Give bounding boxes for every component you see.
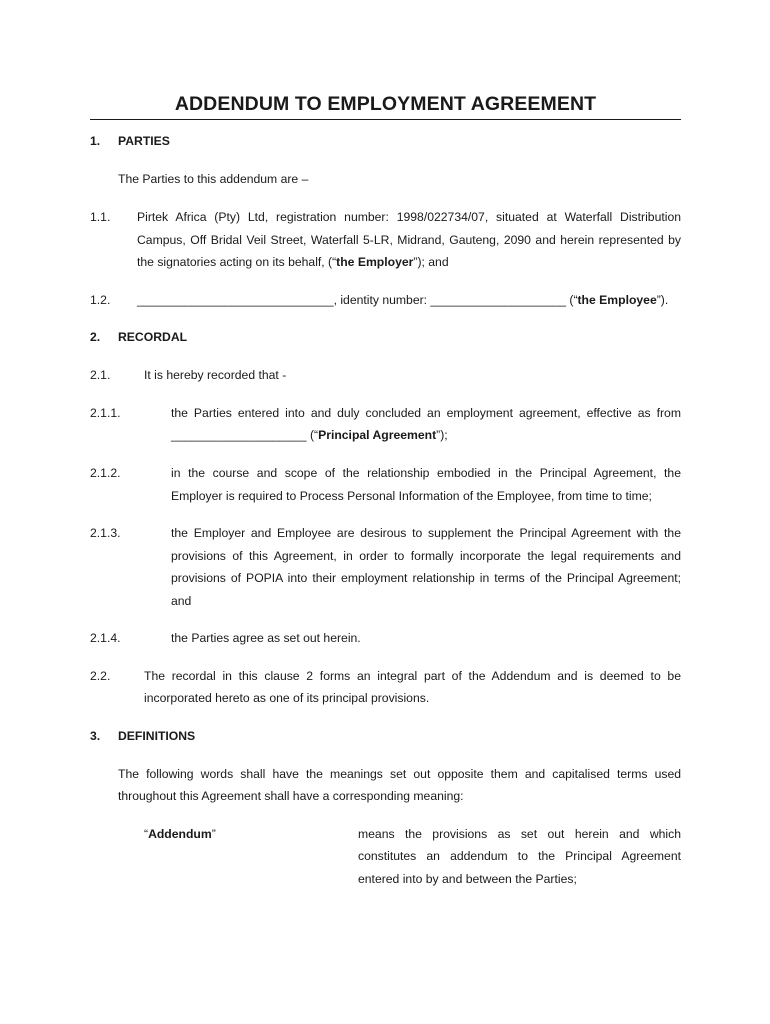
definition-addendum-line-1: means the provisions as set out herein and which [358, 827, 681, 841]
section-2-heading: RECORDAL [118, 330, 188, 344]
section-1-heading: PARTIES [118, 134, 170, 148]
clause-2-1-3-line-4: and [171, 594, 192, 608]
clause-1-1-line-2: Campus, Off Bridal Veil Street, Waterfall 5-LR, Midrand, Gauteng, 2090 and herein represented by [137, 233, 681, 247]
clause-2-1-text: It is hereby recorded that - [144, 368, 287, 382]
clause-2-2-number: 2.2. [90, 669, 111, 683]
clause-2-1-1-line-2: ____________________ (“Principal Agreement”); [171, 428, 448, 442]
clause-2-1-3-number: 2.1.3. [90, 526, 121, 540]
clause-2-1-3-line-1: the Employer and Employee are desirous to supplement the Principal Agreement with the [171, 526, 681, 540]
clause-2-2-line-2: incorporated hereto as one of its principal provisions. [144, 691, 430, 705]
principal-agreement-term: Principal Agreement [318, 428, 437, 442]
clause-2-1-number: 2.1. [90, 368, 111, 382]
clause-2-1-3-line-3: provisions of POPIA into their employment relationship in terms of the Principal Agreement; [171, 571, 681, 585]
section-2-number: 2. [90, 330, 101, 344]
clause-2-1-2-line-2: Employer is required to Process Personal Information of the Employee, from time to time; [171, 489, 652, 503]
definition-addendum-line-2: constitutes an addendum to the Principal Agreement [358, 849, 681, 863]
clause-1-1-number: 1.1. [90, 210, 111, 224]
section-3-heading: DEFINITIONS [118, 729, 196, 743]
clause-2-2-line-1: The recordal in this clause 2 forms an integral part of the Addendum and is deemed to be [144, 669, 681, 683]
clause-2-1-4-number: 2.1.4. [90, 631, 121, 645]
clause-1-2-text: _____________________________, identity number: ____________________ (“the Employee”). [137, 293, 669, 307]
employer-term: the Employer [336, 255, 414, 269]
employee-term: the Employee [577, 293, 657, 307]
definition-term-addendum: “Addendum” [144, 827, 216, 841]
section-1-intro: The Parties to this addendum are – [118, 172, 309, 186]
clause-1-1-line-3: the signatories acting on its behalf, (“the Employer”); and [137, 255, 449, 269]
clause-2-1-4-text: the Parties agree as set out herein. [171, 631, 361, 645]
clause-2-1-3-line-2: provisions of this Agreement, in order to formally incorporate the legal requirements and [171, 549, 681, 563]
section-3-intro-line-1: The following words shall have the meanings set out opposite them and capitalised terms used [118, 767, 681, 781]
section-3-intro-line-2: throughout this Agreement shall have a corresponding meaning: [118, 789, 464, 803]
section-1-number: 1. [90, 134, 101, 148]
clause-2-1-2-number: 2.1.2. [90, 466, 121, 480]
definition-addendum-line-3: entered into by and between the Parties; [358, 872, 577, 886]
clause-2-1-1-line-1: the Parties entered into and duly concluded an employment agreement, effective as from [171, 406, 681, 420]
clause-1-1-line-1: Pirtek Africa (Pty) Ltd, registration number: 1998/022734/07, situated at Waterfall Distribution [137, 210, 681, 224]
section-3-number: 3. [90, 729, 101, 743]
title-underline [90, 119, 681, 120]
clause-2-1-1-number: 2.1.1. [90, 406, 121, 420]
clause-1-2-number: 1.2. [90, 293, 111, 307]
clause-2-1-2-line-1: in the course and scope of the relationship embodied in the Principal Agreement, the [171, 466, 681, 480]
document-title: ADDENDUM TO EMPLOYMENT AGREEMENT [174, 93, 597, 115]
